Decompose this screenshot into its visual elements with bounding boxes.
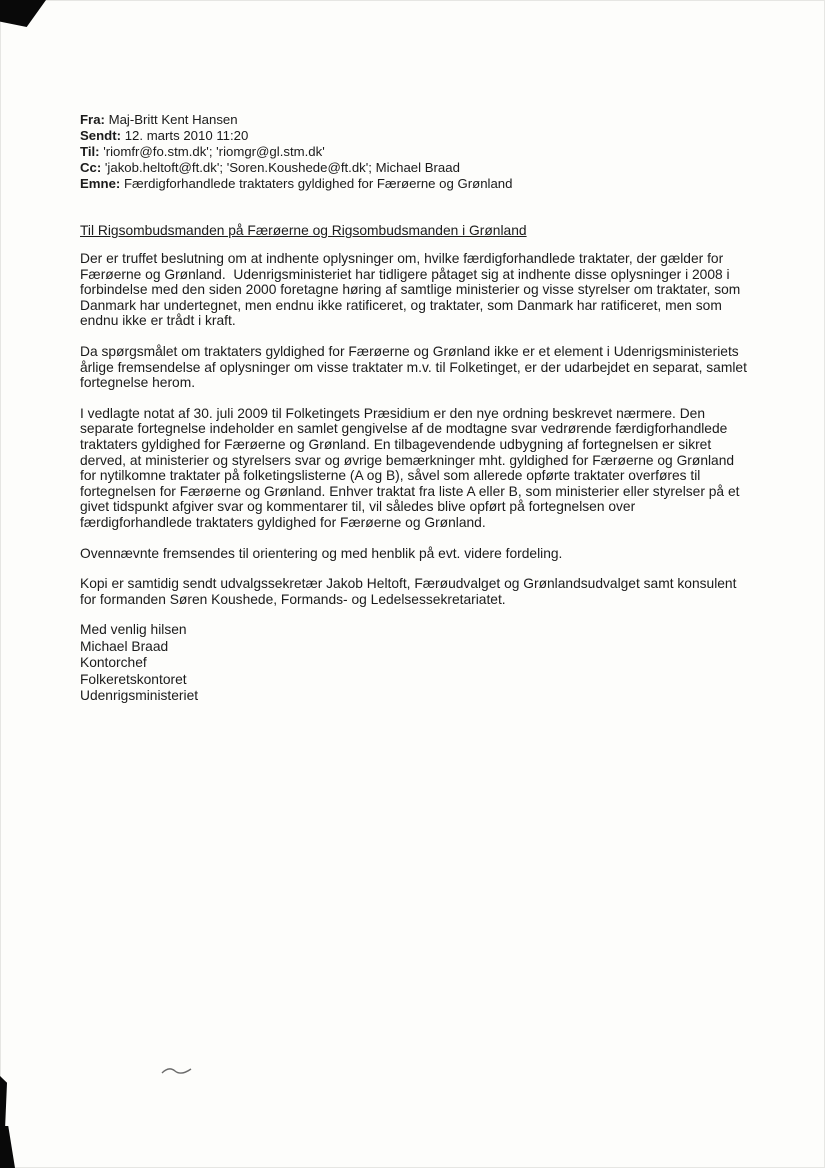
signature-title: Kontorchef: [80, 655, 147, 671]
field-value: Maj-Britt Kent Hansen: [104, 112, 238, 127]
scan-artifact-top-left: [0, 0, 46, 27]
paragraph-3: I vedlagte notat af 30. juli 2009 til Folketingets Præsidium er den nye ordning beskrevet nærmere. Den separate fortegnelse indeholder en samlet gengivelse af de modtagne svar vedrørende færdigforhandlede traktaters gyldighed for Færøerne og Grønland. En tilbagevendende udbygning af fortegnelsen er sikret derved, at ministerier og styrelsers svar og øvrige bemærkninger mht. gyldighed for Færøerne og Grønland for nytilkomne traktater på folketingslisterne (A og B), såvel som allerede opførte traktater overføres til fortegnelsen for Færøerne og Grønland. Enhver traktat fra liste A eller B, som ministerier eller styrelser på et givet tidspunkt afgiver svar og kommentarer til, vil således blive opført på fortegnelsen over færdigforhandlede traktaters gyldighed for Færøerne og Grønland.: [80, 405, 744, 530]
header-field-fra: [80, 112, 750, 128]
field-label: Sendt:: [80, 128, 122, 143]
letter-heading: Til Rigsombudsmanden på Færøerne og Rigsombudsmanden i Grønland: [80, 223, 527, 238]
field-value: 12. marts 2010 11:20: [121, 128, 249, 143]
signature-name: Michael Braad: [80, 638, 169, 654]
signature-office: Folkeretskontoret: [80, 671, 187, 687]
header-field-sendt: [80, 128, 750, 144]
field-value: 'riomfr@fo.stm.dk'; 'riomgr@gl.stm.dk': [99, 144, 325, 159]
header-field-emne: [80, 176, 750, 192]
paragraph-5: Kopi er samtidig sendt udvalgssekretær Jakob Heltoft, Færøudvalget og Grønlandsudvalget samt konsulent for formanden Søren Koushede, Formands- og Ledelsessekretariatet.: [80, 576, 741, 607]
paragraph-1: Der er truffet beslutning om at indhente oplysninger om, hvilke færdigforhandlede traktater, der gælder for Færøerne og Grønland. Udenrigsministeriet har tidligere påtaget sig at indhente disse oplysninger i 2008 i forbindelse med den siden 2000 foretagne høring af samtlige ministerier og visse styrelser om traktater, som Danmark har undertegnet, men endnu ikke ratificeret, og traktater, som Danmark har ratificeret, men som endnu ikke er trådt i kraft.: [80, 251, 745, 329]
field-label: Emne:: [80, 176, 121, 191]
paragraph-2: Da spørgsmålet om traktaters gyldighed for Færøerne og Grønland ikke er et element i Udenrigsministeriets årlige fremsendelse af oplysninger om visse traktater m.v. til Folketinget, er der udarbejdet en separat, samlet fortegnelse herom.: [80, 343, 751, 391]
header-field-cc: [80, 160, 750, 176]
email-header: [80, 112, 750, 192]
scan-artifact-bottom-left-strip: [0, 1076, 7, 1132]
letter-content: [80, 112, 750, 705]
paragraph-4: Ovennævnte fremsendes til orientering og med henblik på evt. videre fordeling.: [80, 545, 563, 561]
field-value: Færdigforhandlede traktaters gyldighed for Færøerne og Grønland: [120, 176, 513, 191]
letter-body: [80, 251, 750, 607]
field-label: Fra:: [80, 112, 105, 127]
header-field-til: [80, 144, 750, 160]
signature-ministry: Udenrigsministeriet: [80, 688, 199, 704]
signature-block: [80, 622, 750, 705]
field-label: Til:: [80, 144, 100, 159]
field-label: Cc:: [80, 160, 102, 175]
signature-greeting: Med venlig hilsen: [80, 622, 187, 638]
pen-squiggle-mark: [160, 1062, 194, 1078]
field-value: 'jakob.heltoft@ft.dk'; 'Soren.Koushede@ft.dk'; Michael Braad: [101, 160, 460, 175]
scan-artifact-bottom-left-corner: [0, 1126, 15, 1168]
